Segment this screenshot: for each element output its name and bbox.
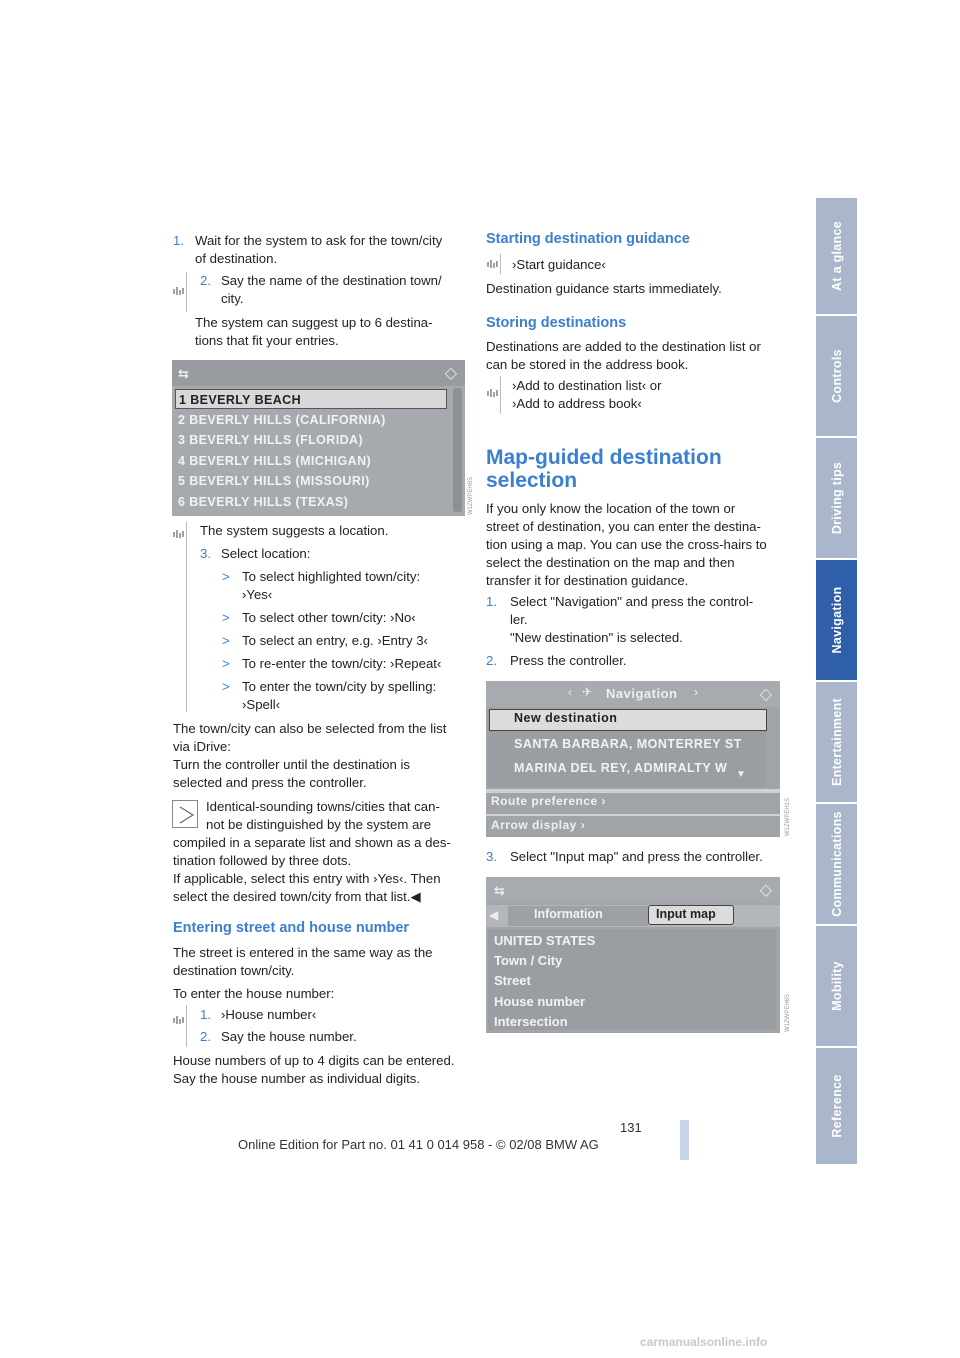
town-list-item: 1 BEVERLY BEACH	[175, 389, 447, 409]
back-arrow-icon: ⇆	[178, 366, 189, 381]
side-tab	[816, 682, 857, 804]
bullet-marker: >	[222, 610, 230, 625]
menu-item-destination: SANTA BARBARA, MONTERREY ST	[514, 737, 742, 751]
town-list-item: 6 BEVERLY HILLS (TEXAS)	[178, 494, 349, 509]
start-guidance-cmd: ›Start guidance‹	[512, 257, 606, 272]
controller-icon: ◇	[444, 365, 457, 382]
side-tab	[816, 560, 857, 682]
side-tab-label: Communications	[829, 811, 844, 917]
voice-command-icon	[172, 283, 186, 299]
idrive-screen-navigation: ‹ ✈ Navigation › ◇ New destination SANTA BARBARA, MONTERREY ST MARINA DEL REY, ADMIRALTY W ▼ Route preference › Arrow display ›	[486, 681, 780, 837]
heading-street-house: Entering street and house number	[173, 920, 410, 936]
store-commands: ›Add to destination list‹ or ›Add to address book‹	[512, 378, 662, 411]
bullet-marker: >	[222, 569, 230, 584]
side-tab	[816, 926, 857, 1048]
side-tab-label: Mobility	[829, 961, 844, 1011]
note-text: Identical-sounding towns/cities that can- not be distinguished by the system are compiled in a separate list and shown as a des- tination followed by three dots. If applicable, select this entry with ›Yes‹. Then select the desired town/city from that list.◀	[173, 799, 451, 904]
street-paragraph: The street is entered in the same way as the destination town/city.	[173, 945, 433, 978]
side-tab-label: Driving tips	[829, 461, 844, 535]
town-list-item: 5 BEVERLY HILLS (MISSOURI)	[178, 474, 370, 488]
input-map-list-item: Street	[494, 973, 531, 989]
chevron-right-icon: ›	[694, 685, 698, 699]
side-tab	[816, 198, 857, 316]
town-list-item: 4 BEVERLY HILLS (MICHIGAN)	[178, 453, 372, 468]
tab-input-map: Input map	[656, 907, 716, 921]
input-map-list-item: UNITED STATES	[494, 933, 596, 948]
start-paragraph: Destination guidance starts immediately.	[486, 281, 722, 296]
page-number: 131	[620, 1120, 642, 1135]
store-paragraph: Destinations are added to the destination list or can be stored in the address book.	[486, 339, 761, 372]
side-tab	[816, 804, 857, 926]
voice-command-icon	[172, 526, 186, 542]
heading-start-guidance: Starting destination guidance	[486, 231, 690, 247]
voice-command-icon	[486, 385, 500, 401]
chevron-left-icon: ◀	[489, 908, 499, 922]
bullet-marker: >	[222, 679, 230, 694]
input-map-list-item: Town / City	[494, 953, 563, 969]
footer-bar	[680, 1120, 689, 1160]
bullet-marker: >	[222, 633, 230, 648]
suggest-text: The system can suggest up to 6 destina- tions that fit your entries.	[195, 315, 433, 348]
heading-map-guided: Map-guided destination selection	[486, 446, 722, 492]
side-tab-label: Reference	[829, 1074, 844, 1138]
controller-icon: ◇	[759, 882, 772, 899]
heading-storing: Storing destinations	[486, 315, 627, 331]
side-tab	[816, 1048, 857, 1166]
side-tab	[816, 316, 857, 438]
idrive-screen-town-list	[172, 360, 465, 516]
map-paragraph: If you only know the location of the town or street of destination, you can enter the destina- tion using a map. You can use the cross-hairs to select the destination on the map and then transfer it for destination guidance.	[486, 501, 767, 588]
voice-command-icon	[486, 256, 500, 272]
chevron-left-icon: ‹	[568, 685, 572, 699]
menu-item-new-destination: New destination	[514, 711, 618, 725]
idrive-paragraph: The town/city can also be selected from the list via iDrive: Turn the controller until the destination is selected and press the controller.	[173, 721, 447, 790]
town-list-item: 3 BEVERLY HILLS (FLORIDA)	[178, 433, 364, 447]
input-map-list-item: House number	[494, 993, 586, 1009]
navigation-icon: ✈	[582, 685, 593, 699]
town-list-item: 2 BEVERLY HILLS (CALIFORNIA)	[178, 412, 386, 427]
side-tab	[816, 438, 857, 560]
voice-command-icon	[172, 1012, 186, 1028]
house-paragraph: House numbers of up to 4 digits can be entered. Say the house number as individual digits.	[173, 1053, 455, 1086]
menu-item-arrow-display: Arrow display ›	[491, 818, 586, 832]
controller-icon: ◇	[759, 686, 772, 703]
bullet-marker: >	[222, 656, 230, 671]
watermark: carmanualsonline.info	[640, 1335, 768, 1349]
input-map-list-item: Intersection	[494, 1013, 568, 1029]
menu-item-destination: MARINA DEL REY, ADMIRALTY W	[514, 761, 728, 775]
side-tab-label: Entertainment	[829, 698, 844, 786]
idrive-screen-input-map	[486, 877, 780, 1033]
chevron-down-icon: ▼	[736, 769, 746, 780]
side-tab-label: Controls	[829, 349, 844, 403]
side-tab-label: At a glance	[829, 221, 844, 291]
suggests-location: The system suggests a location.	[200, 523, 389, 538]
side-tab-label: Navigation	[829, 586, 844, 654]
tab-information: Information	[534, 907, 603, 921]
back-arrow-icon: ⇆	[494, 883, 505, 898]
edition-line: Online Edition for Part no. 01 41 0 014 958 - © 02/08 BMW AG	[238, 1137, 599, 1152]
house-intro: To enter the house number:	[173, 986, 335, 1001]
menu-item-route-preference: Route preference ›	[491, 794, 607, 808]
